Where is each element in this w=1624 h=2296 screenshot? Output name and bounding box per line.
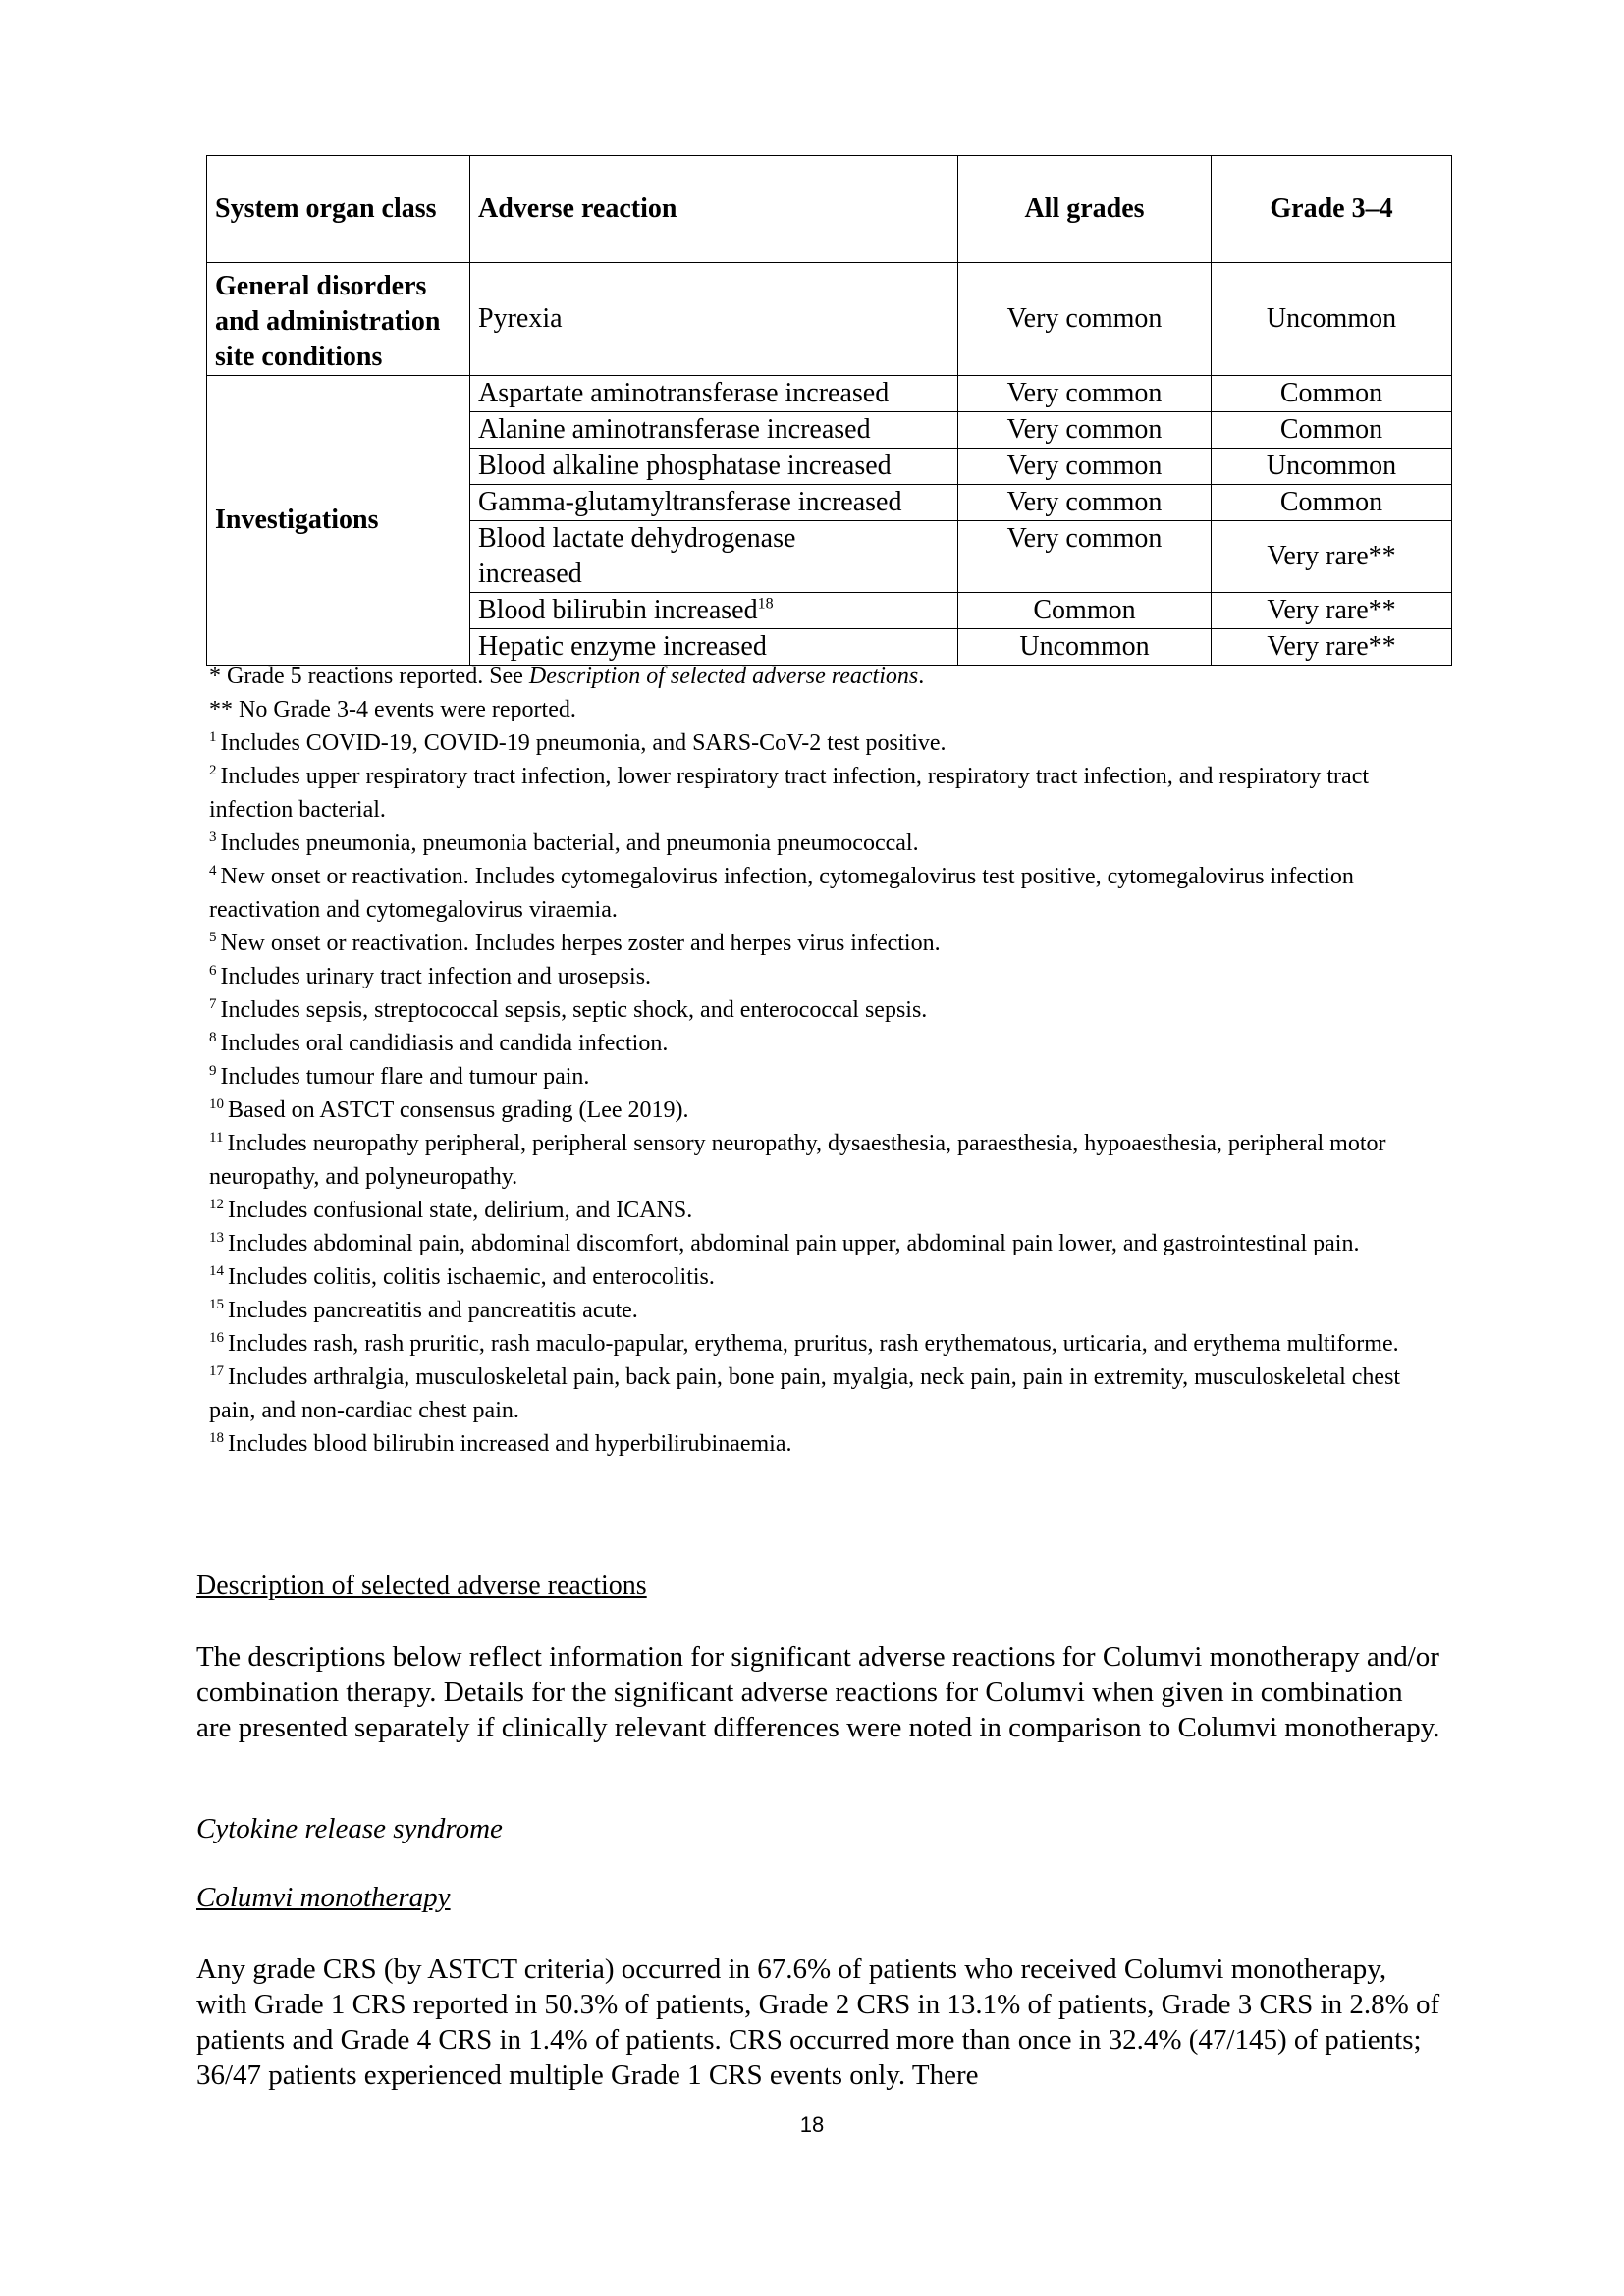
footnote-number: 12	[209, 1197, 224, 1212]
footnote-text: Includes abdominal pain, abdominal discomfort, abdominal pain upper, abdominal pain lower, and gastrointestinal pain.	[228, 1231, 1360, 1256]
footnote-text: Includes pneumonia, pneumonia bacterial, and pneumonia pneumococcal.	[220, 830, 919, 856]
footnote-number: 5	[209, 930, 217, 945]
all-grades-cell: Very common	[958, 412, 1212, 449]
footnote-text: New onset or reactivation. Includes herpes zoster and herpes virus infection.	[220, 931, 941, 956]
reaction-cell: Hepatic enzyme increased	[470, 629, 958, 666]
footnote-text: Based on ASTCT consensus grading (Lee 2019).	[228, 1097, 689, 1123]
header-grade-3-4: Grade 3–4	[1212, 156, 1452, 263]
footnote-item	[209, 927, 1427, 960]
grade-3-4-cell: Very rare**	[1212, 629, 1452, 666]
grade-3-4-cell: Common	[1212, 412, 1452, 449]
grade-3-4-cell: Very rare**	[1212, 521, 1452, 593]
footnote-text: New onset or reactivation. Includes cytomegalovirus infection, cytomegalovirus test positive, cytomegalovirus infection reactivation and cytomegalovirus viraemia.	[209, 864, 1354, 923]
footnote-text: Includes upper respiratory tract infection, lower respiratory tract infection, respiratory tract infection, and respiratory tract infection bacterial.	[209, 764, 1370, 823]
footnote-item	[209, 1094, 1427, 1127]
section-heading: Description of selected adverse reactions	[196, 1571, 647, 1601]
all-grades-cell: Common	[958, 593, 1212, 629]
table-footnotes	[209, 660, 1427, 1461]
footnote-text: Includes tumour flare and tumour pain.	[220, 1064, 590, 1090]
footnote-number: 17	[209, 1363, 224, 1379]
all-grades-cell: Very common	[958, 521, 1212, 593]
footnote-double-star: ** No Grade 3-4 events were reported.	[209, 697, 576, 722]
reaction-text: Blood bilirubin increased	[478, 595, 758, 625]
footnote-text: Includes confusional state, delirium, and ICANS.	[228, 1198, 693, 1223]
footnote-text: Includes oral candidiasis and candida infection.	[220, 1031, 669, 1056]
footnote-item	[209, 1294, 1427, 1327]
footnote-item	[209, 860, 1427, 927]
footnote-number: 4	[209, 863, 217, 879]
footnote-number: 18	[209, 1430, 224, 1446]
footnote-item	[209, 760, 1427, 827]
footnote-item	[209, 1194, 1427, 1227]
footnote-italic-ref: Description of selected adverse reactions	[528, 664, 919, 689]
footnote-item	[209, 1260, 1427, 1294]
footnote-number: 9	[209, 1063, 217, 1079]
table-header-row	[207, 156, 1452, 263]
footnote-text: Includes blood bilirubin increased and hyperbilirubinaemia.	[228, 1431, 792, 1457]
header-adverse-reaction: Adverse reaction	[470, 156, 958, 263]
footnote-number: 14	[209, 1263, 224, 1279]
footnote-number: 10	[209, 1096, 224, 1112]
table-row	[207, 263, 1452, 376]
table-row	[207, 376, 1452, 412]
header-system-organ-class: System organ class	[207, 156, 470, 263]
grade-3-4-cell: Uncommon	[1212, 449, 1452, 485]
adverse-reactions-table	[206, 155, 1452, 666]
footnote-number: 15	[209, 1297, 224, 1312]
footnote-number: 11	[209, 1130, 224, 1146]
reaction-cell: Alanine aminotransferase increased	[470, 412, 958, 449]
footnote-text: Includes arthralgia, musculoskeletal pain, back pain, bone pain, myalgia, neck pain, pain in extremity, musculoskeletal chest pain, and non-cardiac chest pain.	[209, 1364, 1401, 1423]
footnote-item	[209, 960, 1427, 993]
grade-3-4-cell: Uncommon	[1212, 263, 1452, 376]
page-number: 18	[799, 2112, 825, 2137]
footnote-item	[209, 1361, 1427, 1427]
reaction-cell: Blood lactate dehydrogenase increased	[470, 521, 958, 593]
footnote-number: 2	[209, 763, 217, 778]
footnote-number: 7	[209, 996, 217, 1012]
footnote-number: 13	[209, 1230, 224, 1246]
footnote-number: 3	[209, 829, 217, 845]
grade-3-4-cell: Common	[1212, 376, 1452, 412]
footnote-item	[209, 1060, 1427, 1094]
footnote-ref: 18	[757, 595, 774, 613]
footnote-item	[209, 827, 1427, 860]
footnote-text: Includes pancreatitis and pancreatitis acute.	[228, 1298, 638, 1323]
reaction-cell: Aspartate aminotransferase increased	[470, 376, 958, 412]
footnote-item	[209, 1427, 1427, 1461]
footnote-star	[209, 660, 1427, 693]
footnote-text: Includes COVID-19, COVID-19 pneumonia, and SARS-CoV-2 test positive.	[220, 730, 947, 756]
subheading-monotherapy: Columvi monotherapy	[196, 1882, 451, 1913]
footnote-item	[209, 1327, 1427, 1361]
reaction-cell: Gamma-glutamyltransferase increased	[470, 485, 958, 521]
footnote-number: 1	[209, 729, 217, 745]
footnote-number: 8	[209, 1030, 217, 1045]
footnote-text: .	[918, 664, 925, 689]
footnote-item	[209, 726, 1427, 760]
soc-general-disorders: General disorders and administration site conditions	[207, 263, 470, 376]
reaction-cell: Pyrexia	[470, 263, 958, 376]
intro-paragraph: The descriptions below reflect information for significant adverse reactions for Columvi monotherapy and/or combination therapy. Details for the significant adverse reactions for Columvi when given in combination are presented separately if clinically relevant differences were noted in comparison to Columvi monotherapy.	[196, 1641, 1440, 1743]
footnote-text: Includes rash, rash pruritic, rash maculo-papular, erythema, pruritus, rash erythematous, urticaria, and erythema multiforme.	[228, 1331, 1399, 1357]
reaction-cell	[470, 593, 958, 629]
header-all-grades: All grades	[958, 156, 1212, 263]
footnote-item	[209, 1027, 1427, 1060]
footnote-item	[209, 1227, 1427, 1260]
grade-3-4-cell: Very rare**	[1212, 593, 1452, 629]
footnote-item	[209, 1127, 1427, 1194]
all-grades-cell: Very common	[958, 263, 1212, 376]
subheading-crs: Cytokine release syndrome	[196, 1813, 503, 1844]
footnote-text: Includes neuropathy peripheral, peripheral sensory neuropathy, dysaesthesia, paraesthesia, hypoaesthesia, peripheral motor neuropathy, and polyneuropathy.	[209, 1131, 1386, 1190]
all-grades-cell: Very common	[958, 376, 1212, 412]
footnote-number: 6	[209, 963, 217, 979]
crs-paragraph: Any grade CRS (by ASTCT criteria) occurred in 67.6% of patients who received Columvi monotherapy, with Grade 1 CRS reported in 50.3% of patients, Grade 2 CRS in 13.1% of patients, Grade 3 CRS in 2.8% of patients and Grade 4 CRS in 1.4% of patients. CRS occurred more than once in 32.4% (47/145) of patients; 36/47 patients experienced multiple Grade 1 CRS events only. There	[196, 1953, 1440, 2091]
all-grades-cell: Uncommon	[958, 629, 1212, 666]
footnote-number: 16	[209, 1330, 224, 1346]
all-grades-cell: Very common	[958, 449, 1212, 485]
all-grades-cell: Very common	[958, 485, 1212, 521]
grade-3-4-cell: Common	[1212, 485, 1452, 521]
footnote-text: Includes sepsis, streptococcal sepsis, septic shock, and enterococcal sepsis.	[220, 997, 928, 1023]
soc-investigations: Investigations	[207, 376, 470, 666]
footnote-list	[209, 726, 1427, 1461]
footnote-text: Includes colitis, colitis ischaemic, and enterocolitis.	[228, 1264, 715, 1290]
footnote-text: * Grade 5 reactions reported. See	[209, 664, 529, 689]
footnote-text: Includes urinary tract infection and urosepsis.	[220, 964, 652, 989]
reaction-cell: Blood alkaline phosphatase increased	[470, 449, 958, 485]
footnote-item	[209, 993, 1427, 1027]
